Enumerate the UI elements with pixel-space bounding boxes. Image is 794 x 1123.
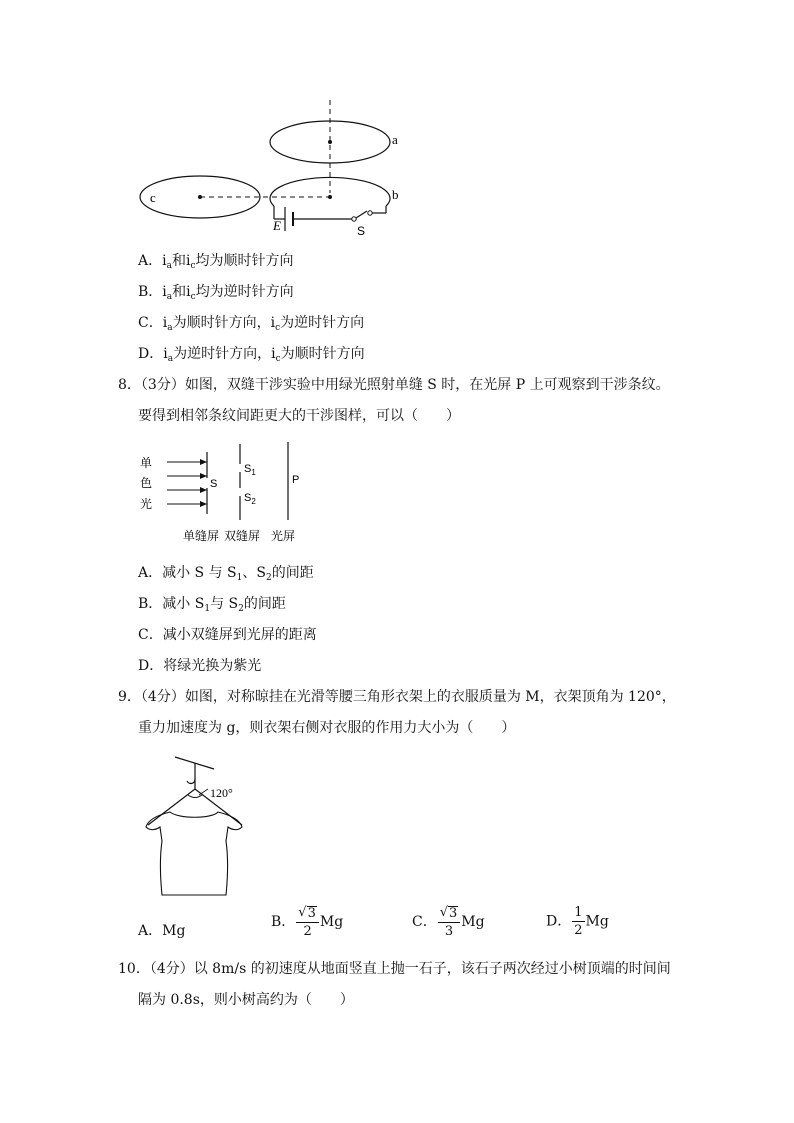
hanger-diagram — [140, 745, 250, 900]
coil-diagram — [130, 95, 420, 245]
light-label-2: 色 — [140, 476, 153, 490]
label-e: E — [273, 218, 281, 233]
q9-option-b: B． √ 3 2 Mg — [271, 905, 344, 939]
q9-stem-line1: 9．（4分）如图，对称晾挂在光滑等腰三角形衣架上的衣服质量为 M，衣架顶角为 120°， — [118, 689, 676, 705]
q8-option-a: A．减小 S 与 $S_1$、$S_2$的间距 — [138, 565, 314, 583]
slit-label-s1: $S_1$ — [244, 463, 256, 477]
screen-label-p: P — [292, 474, 300, 486]
hanger-hook — [187, 763, 195, 783]
caption-light-screen: 光屏 — [271, 529, 296, 543]
q8-option-c: C．减小双缝屏到光屏的距离 — [138, 627, 317, 643]
label-b: b — [392, 187, 399, 202]
caption-single-slit: 单缝屏 — [183, 529, 220, 543]
caption-double-slit: 双缝屏 — [224, 529, 261, 543]
shirt-outline — [146, 812, 242, 895]
q7-option-d: D．$i_a$为逆时针方向，$i_c$为顺时针方向 — [138, 346, 365, 364]
q9-stem-line2: 重力加速度为 g，则衣架右侧对衣服的作用力大小为（ ） — [138, 720, 516, 736]
label-s: S — [357, 224, 366, 238]
q7-option-b: B．$i_a$和$i_c$均为逆时针方向 — [138, 284, 294, 302]
q8-stem-line2: 要得到相邻条纹间距更大的干涉图样，可以（ ） — [138, 408, 460, 424]
light-label-3: 光 — [140, 497, 153, 511]
label-a: a — [392, 132, 398, 147]
slit-label-s: S — [210, 478, 218, 490]
q9-option-c: C． √ 3 3 Mg — [412, 905, 485, 939]
switch-blade — [356, 211, 367, 218]
angle-label: 120° — [210, 786, 233, 800]
light-label-1: 单 — [140, 456, 153, 470]
q8-stem-line1: 8．（3分）如图，双缝干涉实验中用绿光照射单缝 S 时，在光屏 P 上可观察到干涉条纹。 — [118, 377, 670, 393]
double-slit-diagram — [135, 440, 335, 550]
q7-option-c: C．$i_a$为顺时针方向，$i_c$为逆时针方向 — [138, 315, 365, 333]
q7-option-a: A．$i_a$和$i_c$均为顺时针方向 — [138, 253, 294, 271]
q8-option-d: D．将绿光换为紫光 — [138, 658, 262, 674]
label-c: c — [150, 190, 156, 205]
q10-stem-line1: 10．（4分）以 8m/s 的初速度从地面竖直上抛一石子，该石子两次经过小树顶端的时间间 — [118, 961, 671, 977]
q9-option-d: D． $\frac{1}{2}$ Mg — [546, 905, 609, 938]
q8-option-b: B．减小 $S_1$与 $S_2$的间距 — [138, 596, 286, 614]
slit-label-s2: $S_2$ — [244, 492, 256, 506]
q10-stem-line2: 隔为 0.8s，则小树高约为（ ） — [138, 992, 354, 1008]
angle-arc — [188, 795, 202, 798]
q9-option-a: A．Mg — [138, 923, 186, 939]
